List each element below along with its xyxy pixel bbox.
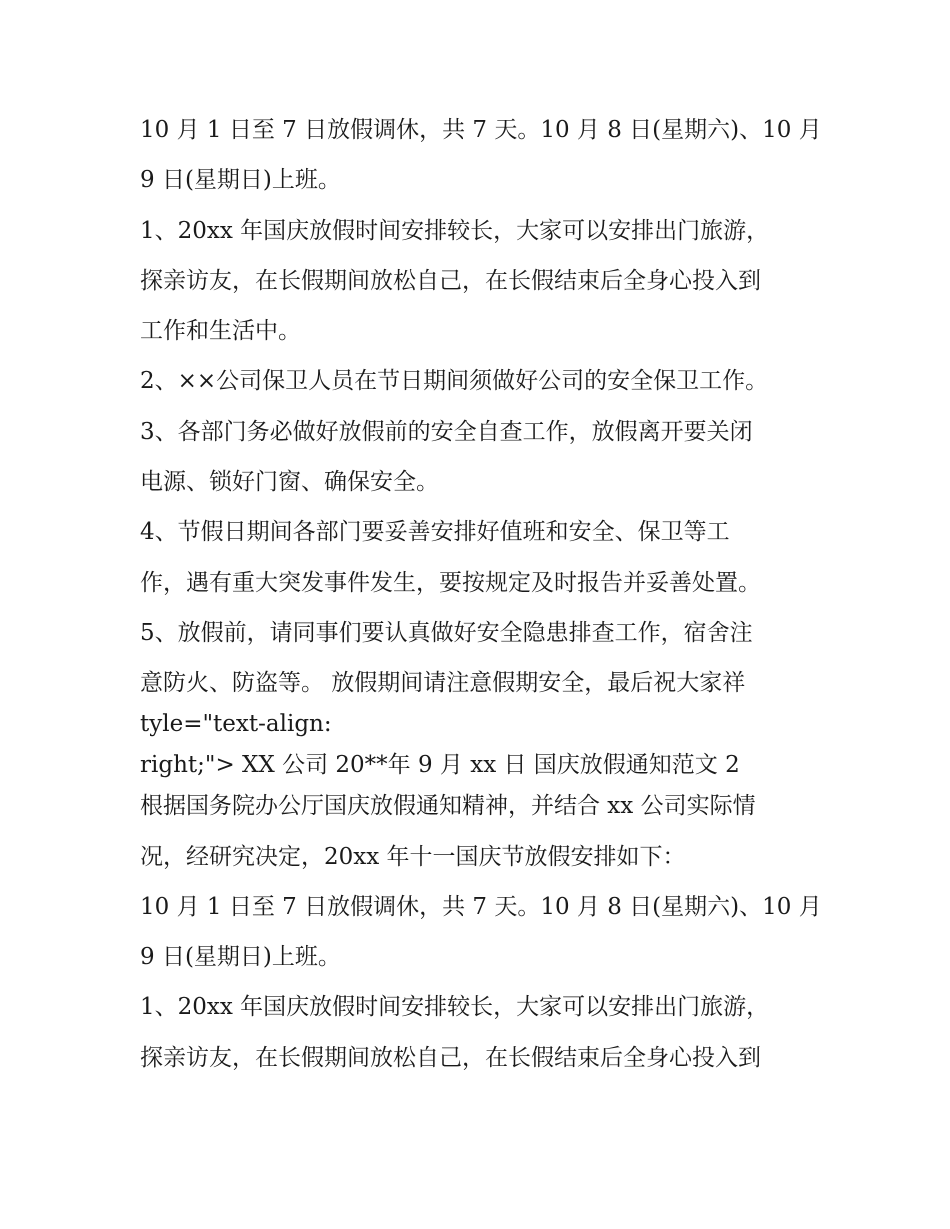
text-line: 3、各部门务必做好放假前的安全自查工作，放假离开要关闭 [140,418,753,445]
text-line: 探亲访友，在长假期间放松自己，在长假结束后全身心投入到 [140,1044,761,1071]
text-line: 根据国务院办公厅国庆放假通知精神，并结合 xx 公司实际情 [140,793,756,820]
text-line: 意防火、防盗等。 放假期间请注意假期安全，最后祝大家祥 [140,670,746,697]
text-line: 1、20xx 年国庆放假时间安排较长，大家可以安排出门旅游， [140,217,770,244]
text-line: tyle="text-align: [140,711,332,738]
text-line: 况，经研究决定，20xx 年十一国庆节放假安排如下： [140,843,686,870]
text-line: 5、放假前，请同事们要认真做好安全隐患排查工作，宿舍注 [140,619,753,646]
document-body [140,109,830,1087]
text-line: 4、节假日期间各部门要妥善安排好值班和安全、保卫等工 [140,519,730,546]
text-line: 作，遇有重大突发事件发生，要按规定及时报告并妥善处置。 [140,569,761,596]
text-line: 2、××公司保卫人员在节日期间须做好公司的安全保卫工作。 [140,368,769,395]
text-line: 9 日(星期日)上班。 [140,167,341,194]
text-line: 电源、锁好门窗、确保安全。 [140,469,439,496]
text-line: 探亲访友，在长假期间放松自己，在长假结束后全身心投入到 [140,267,761,294]
text-line: 10 月 1 日至 7 日放假调休，共 7 天。10 月 8 日(星期六)、10 月 [140,893,822,920]
text-line: 9 日(星期日)上班。 [140,944,341,971]
text-line: 1、20xx 年国庆放假时间安排较长，大家可以安排出门旅游， [140,994,770,1021]
text-line: 10 月 1 日至 7 日放假调休，共 7 天。10 月 8 日(星期六)、10 月 [140,117,822,143]
text-line: right;"> XX 公司 20**年 9 月 xx 日 国庆放假通知范文 2 [140,752,740,779]
text-line: 工作和生活中。 [140,318,301,345]
